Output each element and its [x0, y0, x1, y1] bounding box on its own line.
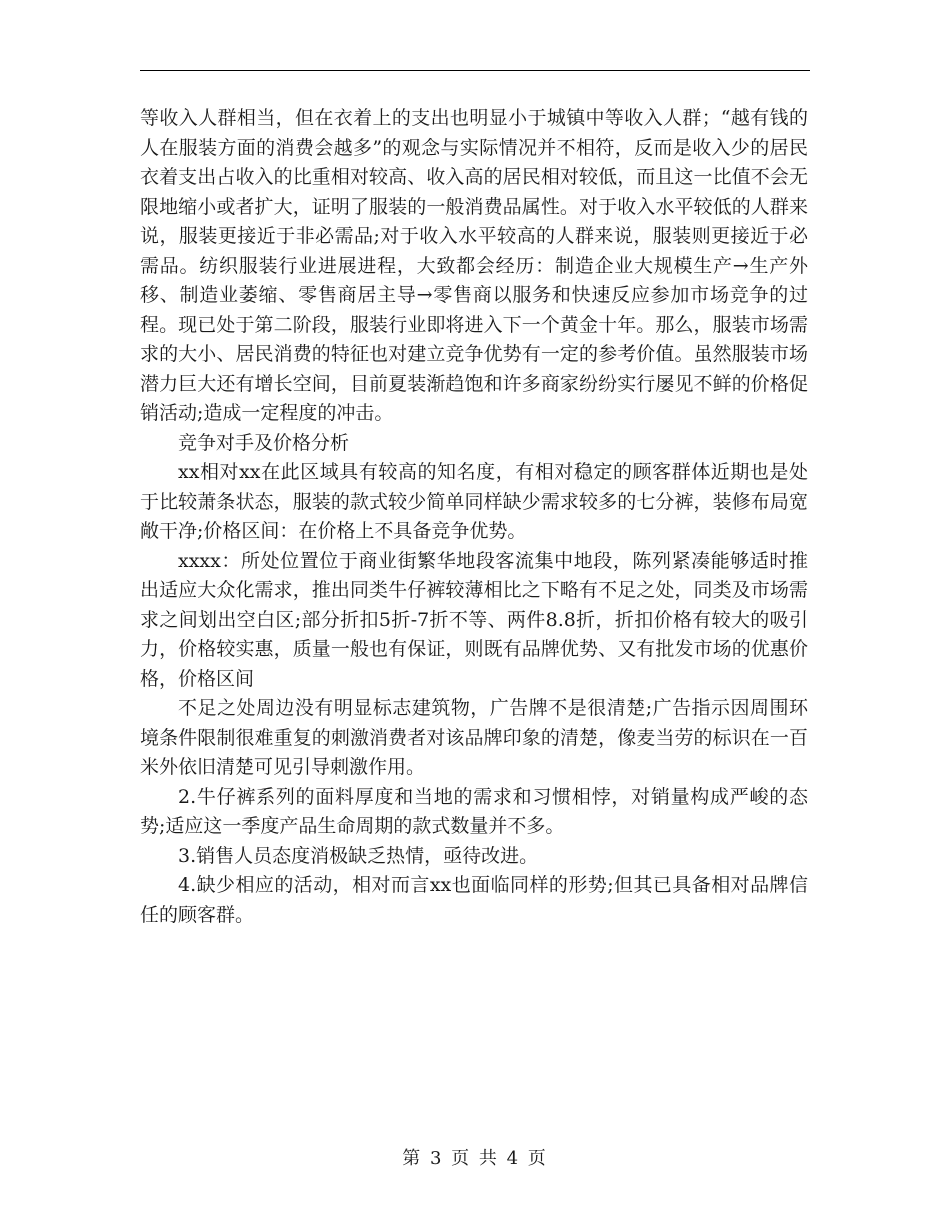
page-number-footer: 第 3 页 共 4 页 [402, 1148, 548, 1169]
section-heading-competitor-price: 竞争对手及价格分析 [178, 431, 350, 454]
list-item-2: 2.牛仔裤系列的面料厚度和当地的需求和习惯相悖，对销量构成严峻的态势;适应这一季度产品生命周期的款式数量并不多。 [140, 785, 808, 837]
list-item-3: 3.销售人员态度消极缺乏热情，亟待改进。 [178, 844, 539, 867]
document-body [140, 104, 808, 930]
paragraph-consumption-analysis: 等收入人群相当，但在衣着上的支出也明显小于城镇中等收入人群；“越有钱的人在服装方面的消费会越多”的观念与实际情况并不相符，反而是收入少的居民衣着支出占收入的比重相对较高、收入高的居民相对较低，而且这一比值不会无限地缩小或者扩大，证明了服装的一般消费品属性。对于收入水平较低的人群来说，服装更接近于非必需品;对于收入水平较高的人群来说，服装则更接近于必需品。纺织服装行业进展进程，大致都会经历：制造企业大规模生产→生产外移、制造业萎缩、零售商居主导→零售商以服务和快速反应参加市场竞争的过程。现已处于第二阶段，服装行业即将进入下一个黄金十年。那么，服装市场需求的大小、居民消费的特征也对建立竞争优势有一定的参考价值。虽然服装市场潜力巨大还有增长空间，目前夏装渐趋饱和许多商家纷纷实行屡见不鲜的价格促销活动;造成一定程度的冲击。 [140, 107, 808, 424]
paragraph-shortcomings: 不足之处周边没有明显标志建筑物，广告牌不是很清楚;广告指示因周围环境条件限制很难重复的刺激消费者对该品牌印象的清楚，像麦当劳的标识在一百米外依旧清楚可见引导刺激作用。 [140, 697, 808, 778]
list-item-4: 4.缺少相应的活动，相对而言xx也面临同样的形势;但其已具备相对品牌信任的顾客群。 [140, 874, 808, 926]
paragraph-competitor-two: xxxx：所处位置位于商业街繁华地段客流集中地段，陈列紧凑能够适时推出适应大众化需求，推出同类牛仔裤较薄相比之下略有不足之处，同类及市场需求之间划出空白区;部分折扣5折-7折不等、两件8.8折，折扣价格有较大的吸引力，价格较实惠，质量一般也有保证，则既有品牌优势、又有批发市场的优惠价格，价格区间 [140, 549, 808, 690]
header-rule [140, 70, 810, 71]
paragraph-competitor-one: xx相对xx在此区域具有较高的知名度，有相对稳定的顾客群体近期也是处于比较萧条状态，服装的款式较少简单同样缺少需求较多的七分裤，装修布局宽敞干净;价格区间：在价格上不具备竞争优势。 [140, 461, 808, 542]
